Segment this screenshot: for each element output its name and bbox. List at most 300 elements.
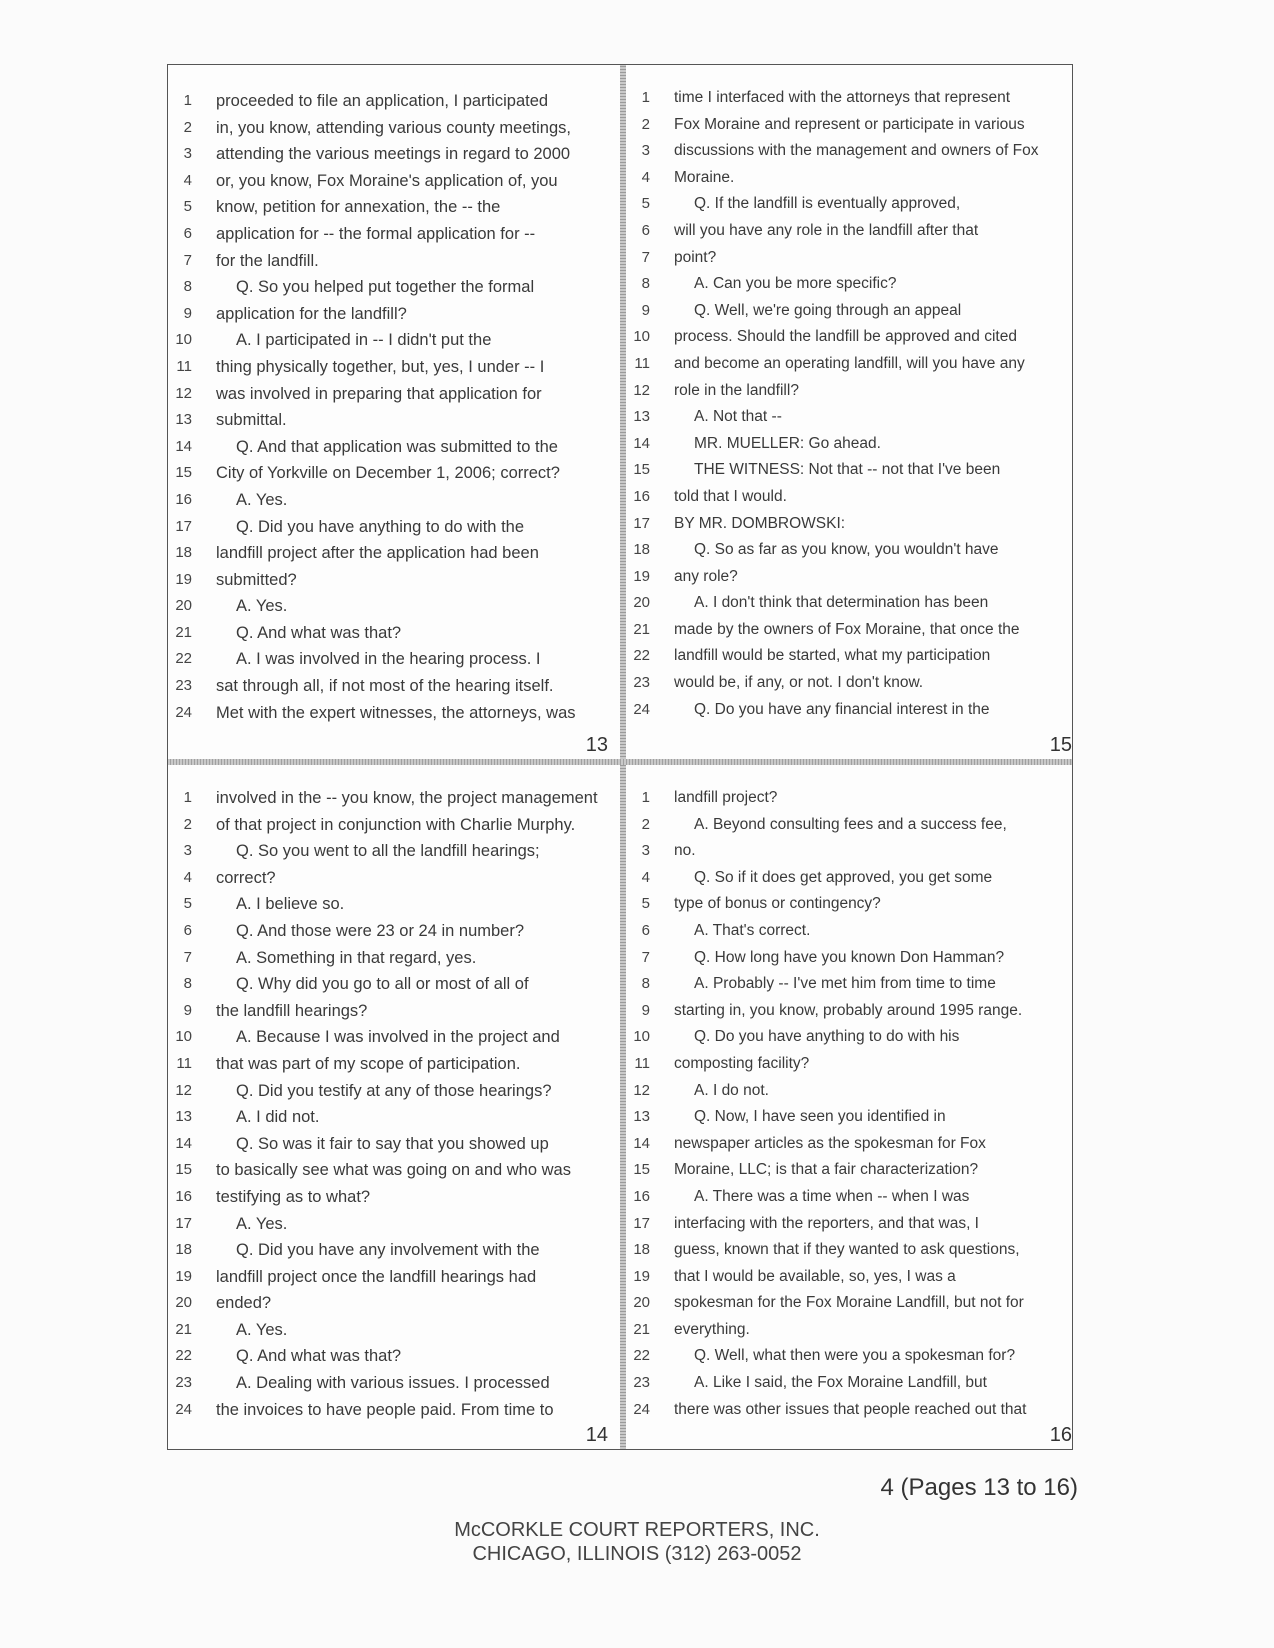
line-text: to basically see what was going on and who was [216,1161,571,1180]
line-text: ended? [216,1294,272,1313]
line-text: A. Like I said, the Fox Moraine Landfill, but [694,1374,987,1392]
line-number: 22 [175,1347,192,1365]
transcript-line [626,378,1078,405]
line-text: thing physically together, but, yes, I under -- I [216,357,545,376]
line-number: 6 [641,221,650,239]
line-text: Moraine. [674,168,735,186]
transcript-line [626,998,1078,1025]
line-number: 20 [633,1294,650,1312]
line-text: A. Something in that regard, yes. [236,948,477,967]
line-number: 6 [641,921,650,939]
line-text: Q. Did you have anything to do with the [236,517,525,536]
line-number: 4 [641,168,650,186]
line-number: 18 [175,1241,192,1259]
line-text: Q. And what was that? [236,1347,402,1366]
line-text: A. That's correct. [694,921,811,939]
transcript-line [168,1211,620,1238]
transcript-line [626,1370,1078,1397]
transcript-line [168,434,620,461]
line-number: 19 [633,1267,650,1285]
transcript-line [168,381,620,408]
line-text: spokesman for the Fox Moraine Landfill, but not for [674,1294,1024,1312]
page-13 [168,65,620,759]
line-number: 14 [633,1134,650,1152]
transcript-line [626,324,1078,351]
transcript-line [168,785,620,812]
line-text: made by the owners of Fox Moraine, that once the [674,620,1020,638]
transcript-line [626,511,1078,538]
line-text: Fox Moraine and represent or participate in various [674,115,1025,133]
line-number: 14 [175,437,192,455]
transcript-line [168,1317,620,1344]
line-number: 21 [175,1320,192,1338]
line-number: 12 [633,1081,650,1099]
transcript-line [626,191,1078,218]
page-16 [626,765,1078,1449]
line-number: 3 [183,145,192,163]
page-number: 14 [585,1424,608,1446]
line-number: 18 [633,541,650,559]
line-text: process. Should the landfill be approved and cited [674,328,1017,346]
line-text: newspaper articles as the spokesman for Fox [674,1134,986,1152]
line-text: A. Not that -- [694,408,782,426]
transcript-line [626,1157,1078,1184]
transcript-line [626,785,1078,812]
line-number: 12 [175,384,192,402]
transcript-line [626,1104,1078,1131]
line-text: A. I don't think that determination has been [694,594,989,612]
line-text: Q. Do you have anything to do with his [694,1028,960,1046]
footer-company: McCORKLE COURT REPORTERS, INC. [454,1519,820,1541]
transcript-line [626,971,1078,998]
transcript-line [168,1157,620,1184]
transcript-line [626,138,1078,165]
line-text: A. Dealing with various issues. I processed [236,1374,550,1393]
page-16-lines [626,785,1078,1423]
transcript-line [626,484,1078,511]
line-text: starting in, you know, probably around 1995 range. [674,1001,1023,1019]
line-number: 13 [633,408,650,426]
line-number: 15 [633,1161,650,1179]
line-number: 19 [633,567,650,585]
line-text: submitted? [216,570,297,589]
line-text: landfill project after the application had been [216,544,539,563]
transcript-line [626,617,1078,644]
transcript-line [626,1184,1078,1211]
transcript-line [168,460,620,487]
line-number: 9 [183,1001,192,1019]
line-number: 9 [641,301,650,319]
line-text: A. I was involved in the hearing process. I [236,650,541,669]
line-number: 23 [633,674,650,692]
line-number: 1 [641,89,650,106]
line-text: Q. And what was that? [236,623,402,642]
line-text: would be, if any, or not. I don't know. [674,674,924,692]
line-number: 13 [633,1108,650,1126]
line-number: 4 [183,171,192,189]
line-text: Q. Well, we're going through an appeal [694,301,962,319]
line-text: A. Because I was involved in the project and [236,1028,560,1047]
page-14-lines [168,785,620,1423]
line-text: proceeded to file an application, I participated [216,92,549,110]
line-number: 21 [175,623,192,641]
line-text: landfill would be started, what my participation [674,647,991,665]
transcript-line [626,1397,1078,1424]
line-text: correct? [216,868,276,887]
transcript-line [168,1343,620,1370]
transcript-line [168,812,620,839]
transcript-line [168,620,620,647]
transcript-line [626,1264,1078,1291]
line-text: Q. So you helped put together the formal [236,278,535,297]
line-number: 18 [175,544,192,562]
line-number: 13 [175,411,192,429]
transcript-line [626,1290,1078,1317]
line-number: 9 [183,304,192,322]
transcript-line [168,865,620,892]
transcript-line [168,1078,620,1105]
line-number: 4 [183,868,192,886]
transcript-line [168,1051,620,1078]
transcript-line [168,141,620,168]
line-text: MR. MUELLER: Go ahead. [694,434,881,452]
line-text: guess, known that if they wanted to ask questions, [674,1241,1020,1259]
line-text: A. I participated in -- I didn't put the [236,331,492,350]
line-text: Q. So you went to all the landfill hearings; [236,842,540,861]
line-number: 12 [633,381,650,399]
transcript-line [168,1131,620,1158]
line-number: 18 [633,1241,650,1259]
line-number: 1 [183,92,192,109]
line-text: Moraine, LLC; is that a fair characterization? [674,1161,979,1179]
transcript-line [626,643,1078,670]
line-number: 17 [633,1214,650,1232]
line-number: 5 [641,195,650,213]
line-number: 24 [175,703,192,721]
transcript-line [168,540,620,567]
line-number: 23 [633,1374,650,1392]
line-number: 7 [641,948,650,966]
transcript-line [168,918,620,945]
line-text: A. Yes. [236,1214,288,1233]
transcript-line [626,431,1078,458]
line-text: A. I believe so. [236,895,345,914]
transcript-line [168,891,620,918]
line-number: 16 [175,1187,192,1205]
line-number: 7 [183,948,192,966]
line-number: 2 [641,815,650,833]
transcript-line [626,564,1078,591]
transcript-line [626,865,1078,892]
page-13-lines [168,88,620,726]
line-text: Q. And those were 23 or 24 in number? [236,921,525,940]
line-text: BY MR. DOMBROWSKI: [674,514,846,532]
line-text: Q. How long have you known Don Hamman? [694,948,1005,966]
horizontal-divider [168,759,1072,765]
transcript-line [168,1237,620,1264]
transcript-sheet [167,64,1073,1450]
line-text: of that project in conjunction with Charlie Murphy. [216,815,576,834]
line-number: 23 [175,677,192,695]
transcript-line [626,1237,1078,1264]
page-15 [626,65,1078,759]
line-text: attending the various meetings in regard to 2000 [216,145,571,164]
line-text: landfill project? [674,789,778,806]
line-number: 12 [175,1081,192,1099]
line-text: interfacing with the reporters, and that was, I [674,1214,979,1232]
line-text: A. There was a time when -- when I was [694,1187,970,1205]
line-text: A. Can you be more specific? [694,275,897,293]
transcript-line [626,404,1078,431]
transcript-line [168,514,620,541]
transcript-line [168,354,620,381]
transcript-line [168,248,620,275]
transcript-line [626,457,1078,484]
page-number: 15 [1049,734,1072,756]
line-number: 7 [183,251,192,269]
line-text: application for the landfill? [216,304,407,323]
line-number: 9 [641,1001,650,1019]
transcript-line [168,971,620,998]
line-text: A. Beyond consulting fees and a success fee, [694,815,1007,833]
transcript-line [626,697,1078,724]
line-text: the landfill hearings? [216,1001,368,1020]
line-number: 16 [175,490,192,508]
transcript-line [626,218,1078,245]
line-text: Q. Did you testify at any of those hearings? [236,1081,552,1100]
line-text: and become an operating landfill, will you have any [674,354,1025,372]
transcript-line [626,298,1078,325]
line-number: 22 [175,650,192,668]
line-text: role in the landfill? [674,381,799,399]
line-text: in, you know, attending various county meetings, [216,118,571,137]
line-number: 3 [641,142,650,160]
transcript-line [626,1131,1078,1158]
line-number: 3 [183,842,192,860]
transcript-line [626,1051,1078,1078]
transcript-line [168,673,620,700]
page-15-lines [626,85,1078,723]
line-text: submittal. [216,411,287,430]
line-number: 11 [176,357,192,375]
line-number: 23 [175,1374,192,1392]
line-text: Q. So was it fair to say that you showed up [236,1134,549,1153]
footer-location: CHICAGO, ILLINOIS (312) 263-0052 [472,1543,802,1565]
page-number: 16 [1049,1424,1072,1446]
line-text: told that I would. [674,487,787,505]
line-text: point? [674,248,717,266]
transcript-line [626,891,1078,918]
line-text: A. Yes. [236,490,288,509]
line-text: Q. Why did you go to all or most of all of [236,975,529,994]
transcript-line [626,670,1078,697]
line-text: Met with the expert witnesses, the attorneys, was [216,703,576,722]
line-number: 5 [183,198,192,216]
line-number: 22 [633,647,650,665]
transcript-line [168,1104,620,1131]
line-number: 10 [633,1028,650,1046]
line-number: 19 [175,570,192,588]
line-number: 2 [641,115,650,133]
transcript-line [168,838,620,865]
line-number: 6 [183,224,192,242]
line-text: Q. Well, what then were you a spokesman for? [694,1347,1016,1365]
line-text: the invoices to have people paid. From time to [216,1400,554,1419]
transcript-line [168,301,620,328]
line-number: 24 [175,1400,192,1418]
line-text: or, you know, Fox Moraine's application of, you [216,171,558,190]
line-text: Q. And that application was submitted to the [236,437,558,456]
line-number: 20 [633,594,650,612]
line-number: 15 [175,464,192,482]
line-number: 21 [633,620,650,638]
transcript-line [626,838,1078,865]
line-text: City of Yorkville on December 1, 2006; correct? [216,464,560,483]
line-text: time I interfaced with the attorneys that represent [674,89,1011,106]
line-number: 4 [641,868,650,886]
transcript-line [168,567,620,594]
transcript-line [626,85,1078,112]
line-number: 22 [633,1347,650,1365]
line-number: 3 [641,842,650,860]
line-number: 10 [633,328,650,346]
line-text: composting facility? [674,1054,810,1072]
vertical-divider [620,65,626,1449]
line-number: 16 [633,487,650,505]
line-number: 11 [634,354,650,372]
line-text: any role? [674,567,738,585]
line-text: no. [674,842,696,860]
line-number: 15 [175,1161,192,1179]
line-number: 17 [633,514,650,532]
line-text: type of bonus or contingency? [674,895,881,913]
transcript-line [168,1024,620,1051]
line-number: 19 [175,1267,192,1285]
transcript-line [168,1290,620,1317]
line-number: 5 [641,895,650,913]
transcript-line [626,1211,1078,1238]
line-number: 17 [175,1214,192,1232]
line-text: application for -- the formal application for -- [216,224,536,243]
transcript-line [168,700,620,727]
line-text: sat through all, if not most of the hearing itself. [216,677,554,696]
line-text: Q. If the landfill is eventually approved, [694,195,961,213]
page-summary: 4 (Pages 13 to 16) [880,1474,1078,1501]
transcript-line [626,112,1078,139]
line-text: landfill project once the landfill hearings had [216,1267,537,1286]
transcript-line [168,194,620,221]
line-number: 10 [175,1028,192,1046]
transcript-line [168,115,620,142]
line-number: 14 [633,434,650,452]
line-number: 17 [175,517,192,535]
transcript-line [626,351,1078,378]
transcript-line [168,407,620,434]
line-text: A. Yes. [236,597,288,616]
line-number: 5 [183,895,192,913]
transcript-line [168,1184,620,1211]
line-text: involved in the -- you know, the project management [216,789,598,807]
line-number: 6 [183,921,192,939]
transcript-line [168,221,620,248]
line-text: A. I do not. [694,1081,769,1099]
transcript-line [168,1264,620,1291]
transcript-line [626,1343,1078,1370]
transcript-line [626,165,1078,192]
line-text: there was other issues that people reached out that [674,1400,1027,1418]
line-number: 2 [183,118,192,136]
line-text: Q. So if it does get approved, you get some [694,868,993,886]
line-number: 15 [633,461,650,479]
transcript-line [626,537,1078,564]
transcript-line [626,918,1078,945]
transcript-line [626,271,1078,298]
line-text: A. Yes. [236,1320,288,1339]
line-number: 16 [633,1187,650,1205]
transcript-line [168,487,620,514]
transcript-line [168,646,620,673]
transcript-line [626,1317,1078,1344]
line-text: Q. Did you have any involvement with the [236,1241,540,1260]
transcript-line [168,1397,620,1424]
transcript-line [168,168,620,195]
line-text: testifying as to what? [216,1187,371,1206]
line-number: 11 [634,1054,650,1072]
transcript-line [626,812,1078,839]
transcript-line [168,274,620,301]
line-text: know, petition for annexation, the -- the [216,198,501,217]
line-text: will you have any role in the landfill after that [674,221,979,239]
line-text: A. I did not. [236,1108,320,1127]
line-text: for the landfill. [216,251,319,270]
line-number: 10 [175,331,192,349]
line-text: that I would be available, so, yes, I was a [674,1267,956,1285]
line-text: was involved in preparing that application for [216,384,542,403]
line-text: everything. [674,1320,750,1338]
line-number: 1 [183,789,192,806]
transcript-line [168,945,620,972]
line-number: 8 [183,278,192,296]
transcript-line [168,327,620,354]
line-number: 13 [175,1108,192,1126]
line-number: 20 [175,1294,192,1312]
line-text: Q. So as far as you know, you wouldn't have [694,541,999,559]
page-14 [168,765,620,1449]
line-number: 20 [175,597,192,615]
line-text: Q. Do you have any financial interest in the [694,700,990,718]
line-text: THE WITNESS: Not that -- not that I've been [694,461,1001,479]
line-number: 8 [183,975,192,993]
transcript-line [626,1024,1078,1051]
line-text: that was part of my scope of participation. [216,1054,521,1073]
line-number: 7 [641,248,650,266]
line-number: 21 [633,1320,650,1338]
transcript-line [168,88,620,115]
line-number: 24 [633,700,650,718]
line-number: 24 [633,1400,650,1418]
transcript-line [626,1078,1078,1105]
line-number: 1 [641,789,650,806]
line-number: 14 [175,1134,192,1152]
transcript-line [626,245,1078,272]
line-number: 8 [641,275,650,293]
page-number: 13 [585,734,608,756]
transcript-line [626,590,1078,617]
line-text: A. Probably -- I've met him from time to time [694,975,996,993]
transcript-line [626,945,1078,972]
line-number: 2 [183,815,192,833]
line-text: discussions with the management and owners of Fox [674,142,1039,160]
